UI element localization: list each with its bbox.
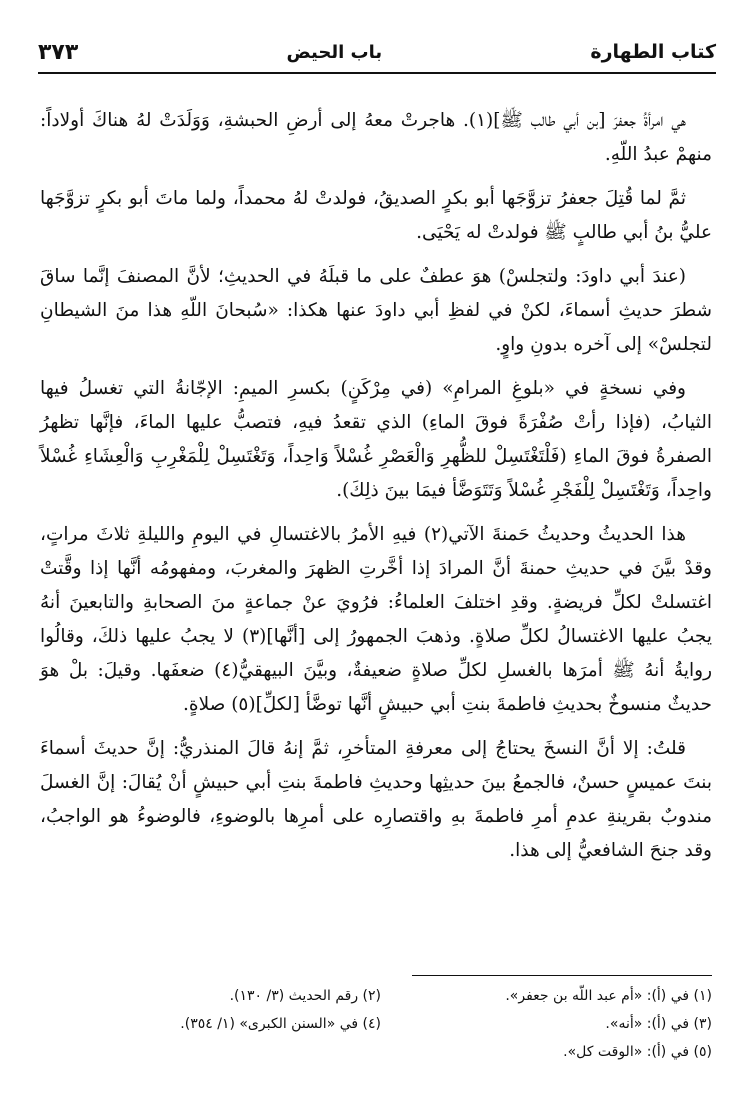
paragraph: (عندَ أبي داودَ: ولتجلسْ) هوَ عطفٌ على ما قبلَهُ في الحديثِ؛ لأنَّ المصنفَ إنَّما ساقَ شطرَ حديثِ أسماءَ، لكنْ في لفظِ أبي داودَ عنها هكذا: «سُبحانَ اللّهِ هذا منَ الشيطانِ لتجلسْ» إلى آخره بدونِ واوٍ.	[40, 266, 712, 355]
footnote-3: (٣) في (أ): «أنه».	[605, 1016, 712, 1032]
chapter-title: باب الحيض	[286, 41, 383, 63]
running-header	[38, 34, 716, 70]
footnotes	[80, 975, 712, 1066]
footnote-2: (٢) رقم الحديث (٣/ ١٣٠).	[229, 988, 381, 1004]
book-title: كتاب الطهارة	[590, 41, 716, 63]
paragraph: هذا الحديثُ وحديثُ حَمنةَ الآتي(٢) فيهِ الأمرُ بالاغتسالِ في اليومِ والليلةِ ثلاثَ مراتٍ، وقدْ بيَّنَ في حديثِ حمنةَ أنَّ المرادَ إذا أخَّرتِ الظهرَ والمغربَ، ومفهومُه أنَّها إذا وقَّتتْ اغتسلتْ لكلِّ فريضةٍ. وقدِ اختلفَ العلماءُ: فرُويَ عنْ جماعةٍ منَ الصحابةِ والتابعينَ أنهُ يجبُ عليها الاغتسالُ لكلِّ صلاةٍ. وذهبَ الجمهورُ إلى [أنَّها](٣) لا يجبُ عليها ذلكَ، وقالُوا روايةُ أنهُ ﷺ أمرَها بالغسلِ لكلِّ صلاةٍ ضعيفةٌ، وبيَّنَ البيهقيُّ(٤) ضعفَها. وقيلَ: بلْ هوَ حديثٌ منسوخٌ بحديثِ فاطمةَ بنتِ أبي حبيشٍ أنَّها توضَّأ [لكلِّ](٥) صلاةٍ.	[40, 524, 713, 715]
paragraph: هي امرأةُ جعفرَ [بن أبي طالب ﷺ](١). هاجرتْ معهُ إلى أرضِ الحبشةِ، وَوَلَدَتْ لهُ هناكَ أولاداً: منهمْ عبدُ اللّهِ.	[40, 110, 712, 165]
footnote-5: (٥) في (أ): «الوقت كل».	[563, 1044, 712, 1060]
paragraph: ثمَّ لما قُتِلَ جعفرُ تزوَّجَها أبو بكرٍ الصديقُ، فولدتْ لهُ محمداً، ولما ماتَ أبو بكرٍ تزوَّجَها عليُّ بنُ أبي طالبٍ ﷺ فولدتْ له يَحْيَى.	[40, 188, 712, 243]
footnote-1: (١) في (أ): «أم عبد اللّه بن جعفر».	[505, 988, 712, 1004]
footnote-divider	[412, 975, 712, 976]
main-text	[40, 104, 712, 878]
header-rule	[38, 72, 716, 74]
paragraph: وفي نسخةٍ في «بلوغِ المرامِ» (في مِرْكَنٍ) بكسرِ الميمِ: الإجّانةُ التي تغسلُ فيها الثيابُ، (فإذا رأتْ صُفْرَةً فوقَ الماءِ) الذي تقعدُ فيهِ، فتصبُّ عليها الماءَ، فإنَّها تظهرُ الصفرةُ فوقَ الماءِ (فَلْتَغْتَسِلْ للظُّهرِ وَالْعَصْرِ غُسْلاً وَاحِداً، وَتَغْتَسِلْ لِلْمَغْرِبِ وَالْعِشَاءِ غُسْلاً واحِداً، وَتَغْتَسِلْ لِلْفَجْرِ غُسْلاً وَتَتَوَضَّأ فيمَا بينَ ذلِكَ).	[40, 378, 712, 501]
page-number: ٣٧٣	[38, 39, 79, 65]
paragraph: قلتُ: إلا أنَّ النسخَ يحتاجُ إلى معرفةِ المتأخرِ، ثمَّ إنهُ قالَ المنذريُّ: إنَّ حديثَ أسماءَ بنتَ عميسٍ حسنٌ، فالجمعُ بينَ حديثِها وحديثِ فاطمةَ بنتِ أبي حبيشٍ أنْ يُقالَ: إنَّ الغسلَ مندوبٌ بقرينةِ عدمِ أمرِ فاطمةَ بهِ واقتصارِه على أمرِها بالوضوءِ، فالوضوءُ هو الواجبُ، وقد جنحَ الشافعيُّ إلى هذا.	[40, 738, 712, 861]
footnote-4: (٤) في «السنن الكبرى» (١/ ٣٥٤).	[180, 1016, 381, 1032]
